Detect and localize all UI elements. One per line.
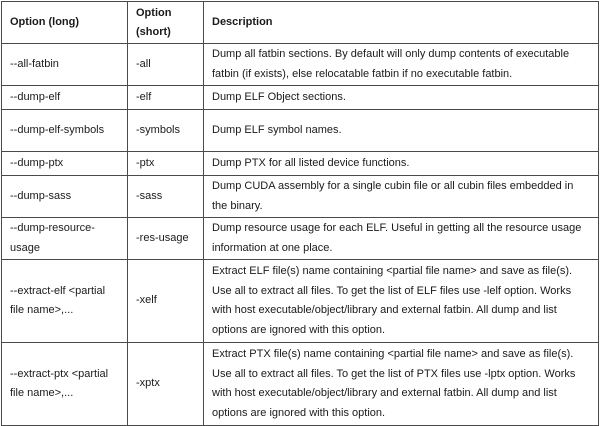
table-row [2,110,599,152]
description-cell: Dump PTX for all listed device functions. [204,152,599,176]
table-row [2,343,599,426]
option-long-cell: --dump-ptx [2,152,128,176]
option-short-cell: -res-usage [128,218,204,260]
option-long-cell: --extract-ptx <partial file name>,... [2,343,128,426]
option-short-cell: -all [128,44,204,86]
description-cell: Dump ELF symbol names. [204,110,599,152]
option-long-cell: --extract-elf <partial file name>,... [2,260,128,343]
table-row [2,44,599,86]
option-short-cell: -xelf [128,260,204,343]
header-option-long: Option (long) [2,2,128,44]
description-cell: Dump CUDA assembly for a single cubin file or all cubin files embedded in the binary. [204,176,599,218]
description-cell: Dump all fatbin sections. By default will only dump contents of executable fatbin (if exists), else relocatable fatbin if no executable fatbin. [204,44,599,86]
table-row [2,218,599,260]
option-short-cell: -xptx [128,343,204,426]
option-long-cell: --dump-resource-usage [2,218,128,260]
options-table [1,1,599,426]
table-row [2,152,599,176]
option-long-cell: --dump-elf-symbols [2,110,128,152]
option-short-cell: -sass [128,176,204,218]
description-cell: Extract ELF file(s) name containing <partial file name> and save as file(s). Use all to extract all files. To get the list of ELF files use -lelf option. Works with host executable/object/library and external fatbin. All dump and list options are ignored with this option. [204,260,599,343]
description-cell: Dump resource usage for each ELF. Useful in getting all the resource usage information at one place. [204,218,599,260]
table-header [2,2,599,44]
table-row [2,176,599,218]
description-cell: Extract PTX file(s) name containing <partial file name> and save as file(s). Use all to extract all files. To get the list of PTX files use -lptx option. Works with host executable/object/library and external fatbin. All dump and list options are ignored with this option. [204,343,599,426]
header-description: Description [204,2,599,44]
option-long-cell: --all-fatbin [2,44,128,86]
table-row [2,86,599,110]
option-short-cell: -ptx [128,152,204,176]
table-row [2,260,599,343]
description-cell: Dump ELF Object sections. [204,86,599,110]
table-body [2,44,599,426]
header-option-short: Option (short) [128,2,204,44]
option-long-cell: --dump-elf [2,86,128,110]
header-row [2,2,599,44]
option-short-cell: -elf [128,86,204,110]
option-short-cell: -symbols [128,110,204,152]
option-long-cell: --dump-sass [2,176,128,218]
